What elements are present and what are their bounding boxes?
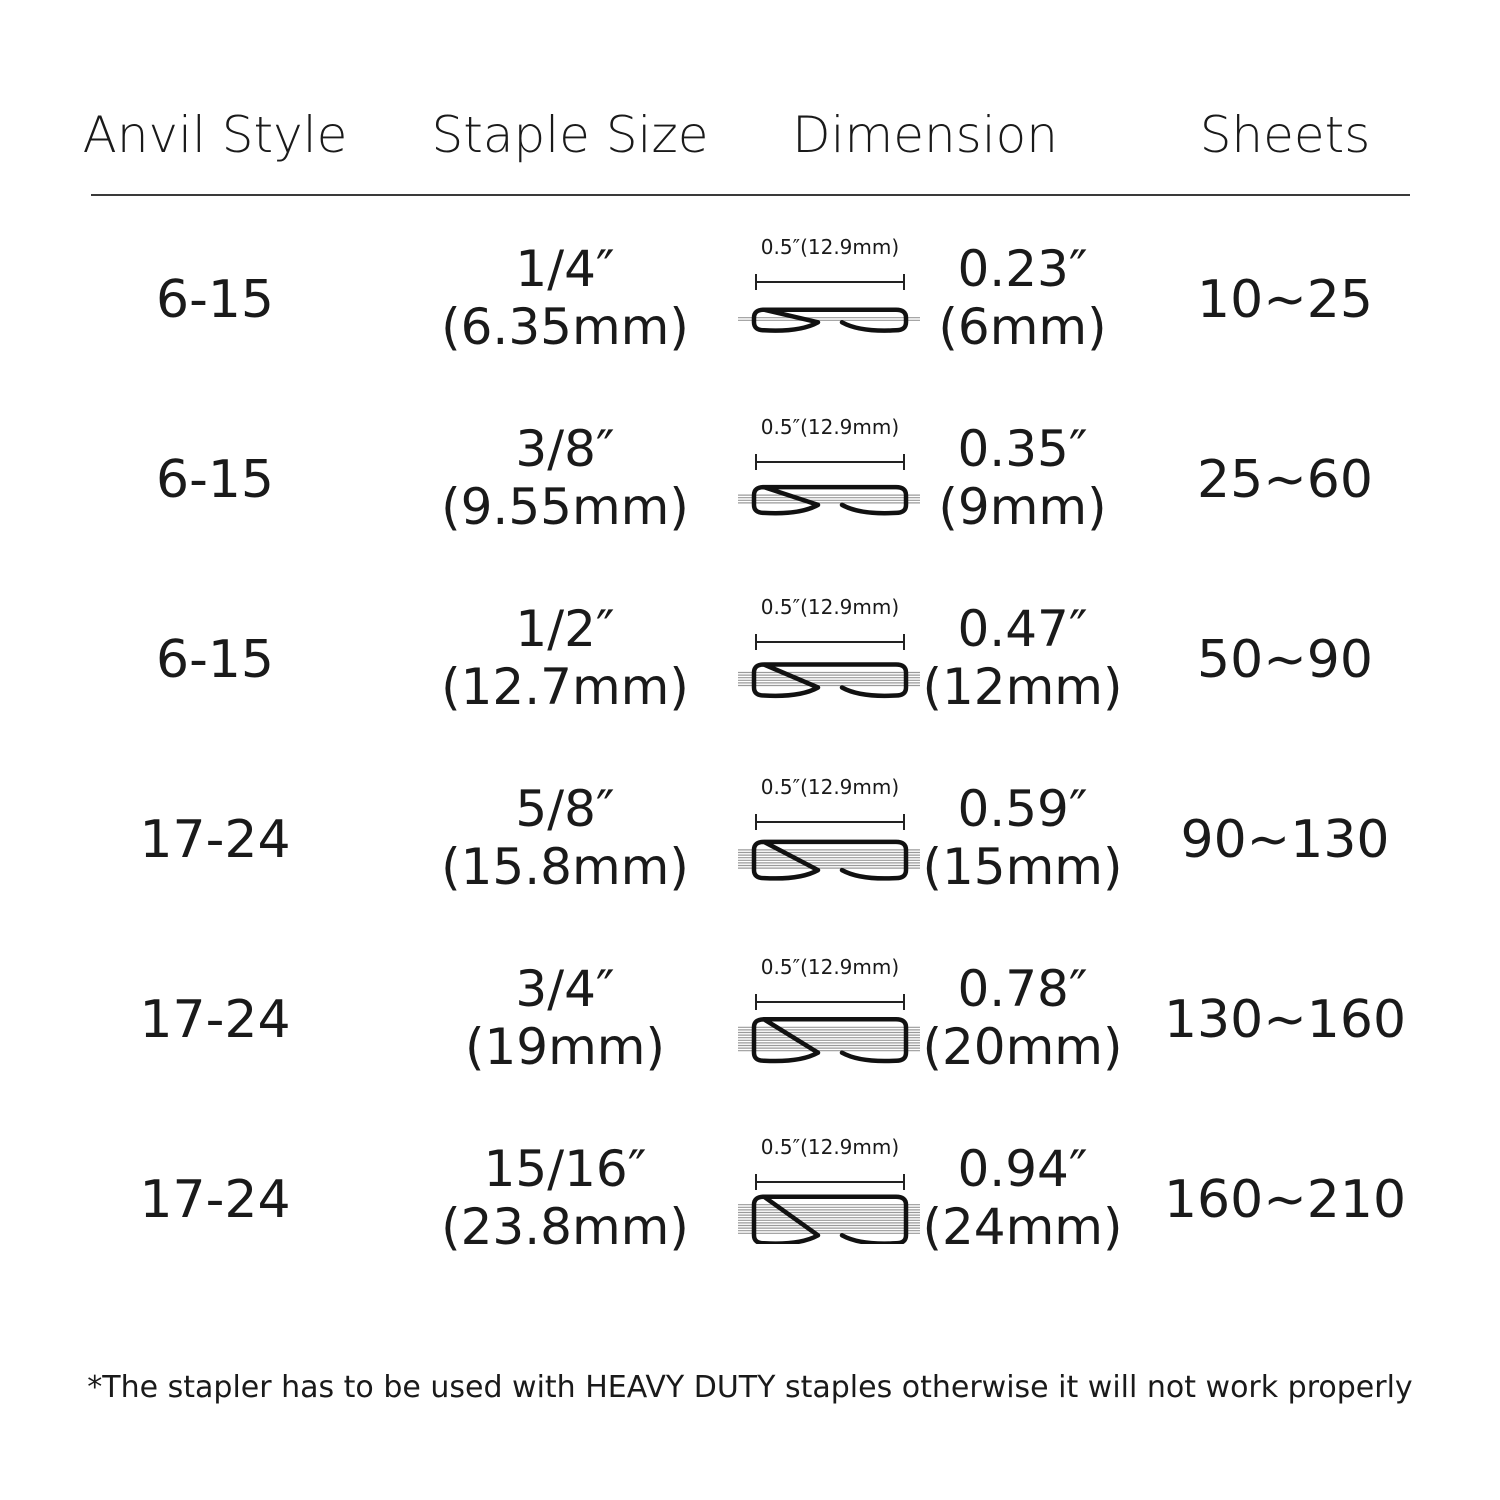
table-row xyxy=(0,400,1500,560)
table-row xyxy=(0,220,1500,380)
footnote: *The stapler has to be used with HEAVY DUTY staples otherwise it will not work properly xyxy=(87,1370,1413,1405)
table-row xyxy=(0,580,1500,740)
sheets-value: 160~210 xyxy=(1163,1170,1407,1230)
staple-size-inch: 1/2″ xyxy=(515,600,615,658)
dimension-value xyxy=(920,960,1125,1076)
sheets-value: 25~60 xyxy=(1197,450,1373,510)
staple-size-inch: 15/16″ xyxy=(483,1140,647,1198)
staple-size-inch: 3/8″ xyxy=(515,420,615,478)
crown-width-label: 0.5″(12.9mm) xyxy=(760,595,900,619)
staple-diagram xyxy=(730,234,930,344)
anvil-style-value: 6-15 xyxy=(155,450,274,510)
staple-size-value xyxy=(420,1140,710,1256)
staple-diagram-icon xyxy=(730,798,930,884)
header-sheets: Sheets xyxy=(1199,106,1371,164)
staple-size-value xyxy=(420,240,710,356)
header-divider xyxy=(91,194,1410,196)
header-anvil-style: Anvil Style xyxy=(82,106,348,164)
staple-diagram-icon xyxy=(730,618,930,704)
staple-diagram-icon xyxy=(730,978,930,1064)
header-dimension: Dimension xyxy=(792,106,1058,164)
staple-diagram xyxy=(730,774,930,884)
crown-width-label: 0.5″(12.9mm) xyxy=(760,235,900,259)
table-row xyxy=(0,760,1500,920)
dimension-inch: 0.47″ xyxy=(957,600,1088,658)
anvil-style-value: 17-24 xyxy=(139,810,291,870)
staple-size-mm: (19mm) xyxy=(464,1018,666,1076)
dimension-value xyxy=(920,1140,1125,1256)
staple-size-mm: (9.55mm) xyxy=(441,478,689,536)
table-header xyxy=(0,100,1500,180)
dimension-inch: 0.35″ xyxy=(957,420,1088,478)
dimension-value xyxy=(920,420,1125,536)
dimension-inch: 0.94″ xyxy=(957,1140,1088,1198)
dimension-mm: (20mm) xyxy=(922,1018,1123,1076)
staple-diagram-icon xyxy=(730,1158,930,1244)
staple-size-value xyxy=(420,420,710,536)
staple-diagram xyxy=(730,594,930,704)
crown-width-label: 0.5″(12.9mm) xyxy=(760,775,900,799)
anvil-style-value: 6-15 xyxy=(155,270,274,330)
sheets-value: 130~160 xyxy=(1163,990,1407,1050)
dimension-inch: 0.23″ xyxy=(957,240,1088,298)
staple-size-inch: 3/4″ xyxy=(515,960,615,1018)
anvil-style-value: 17-24 xyxy=(139,1170,291,1230)
staple-size-value xyxy=(420,780,710,896)
crown-width-label: 0.5″(12.9mm) xyxy=(760,1135,900,1159)
dimension-inch: 0.78″ xyxy=(957,960,1088,1018)
anvil-style-value: 6-15 xyxy=(155,630,274,690)
dimension-value xyxy=(920,600,1125,716)
staple-diagram xyxy=(730,1134,930,1244)
sheets-value: 50~90 xyxy=(1197,630,1373,690)
staple-diagram xyxy=(730,414,930,524)
header-staple-size: Staple Size xyxy=(431,106,709,164)
anvil-style-value: 17-24 xyxy=(139,990,291,1050)
staple-diagram xyxy=(730,954,930,1064)
staple-size-inch: 5/8″ xyxy=(515,780,615,838)
staple-size-mm: (6.35mm) xyxy=(441,298,689,356)
table-row xyxy=(0,1120,1500,1280)
staple-diagram-icon xyxy=(730,438,930,524)
table-row xyxy=(0,940,1500,1100)
staple-size-mm: (15.8mm) xyxy=(441,838,689,896)
dimension-value xyxy=(920,240,1125,356)
dimension-value xyxy=(920,780,1125,896)
dimension-inch: 0.59″ xyxy=(957,780,1088,838)
crown-width-label: 0.5″(12.9mm) xyxy=(760,955,900,979)
staple-size-value xyxy=(420,960,710,1076)
staple-size-mm: (23.8mm) xyxy=(441,1198,689,1256)
staple-diagram-icon xyxy=(730,258,930,344)
dimension-mm: (24mm) xyxy=(922,1198,1123,1256)
staple-size-value xyxy=(420,600,710,716)
sheets-value: 90~130 xyxy=(1180,810,1390,870)
dimension-mm: (6mm) xyxy=(938,298,1107,356)
sheets-value: 10~25 xyxy=(1197,270,1373,330)
staple-size-inch: 1/4″ xyxy=(515,240,615,298)
dimension-mm: (15mm) xyxy=(922,838,1123,896)
dimension-mm: (12mm) xyxy=(922,658,1123,716)
crown-width-label: 0.5″(12.9mm) xyxy=(760,415,900,439)
staple-size-mm: (12.7mm) xyxy=(441,658,689,716)
dimension-mm: (9mm) xyxy=(938,478,1107,536)
